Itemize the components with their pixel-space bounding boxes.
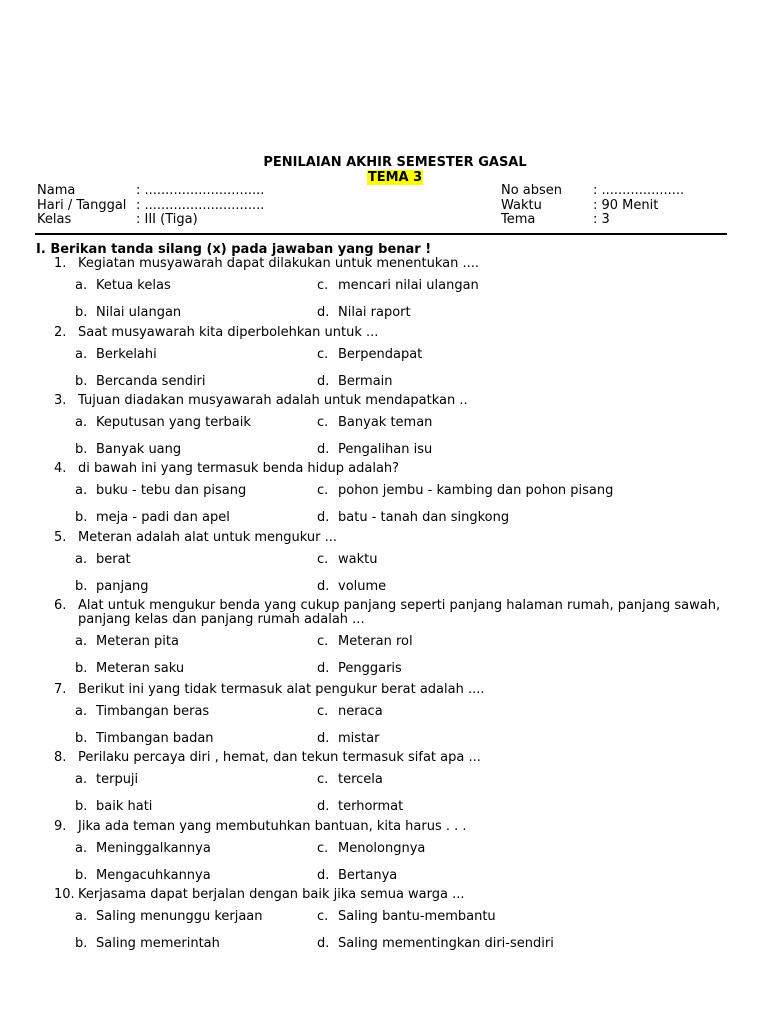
info-value: : ............................. [136, 197, 265, 213]
info-label: No absen [501, 183, 563, 198]
option-letter: d. [317, 936, 330, 951]
option-letter: d. [317, 868, 330, 883]
answer-option[interactable] [75, 799, 152, 814]
answer-option[interactable] [75, 772, 138, 787]
option-letter: b. [75, 579, 88, 594]
option-text: Berkelahi [96, 347, 157, 362]
answer-option[interactable] [75, 442, 181, 457]
question-text: Tujuan diadakan musyawarah adalah untuk mendapatkan .. [78, 393, 468, 408]
option-text: terpuji [96, 772, 139, 787]
option-letter: d. [317, 731, 330, 746]
info-label: Kelas [37, 212, 72, 227]
answer-option[interactable] [75, 704, 209, 719]
option-letter: a. [75, 483, 88, 498]
option-letter: b. [75, 661, 88, 676]
option-text: Berpendapat [338, 347, 423, 362]
info-row-date [37, 199, 264, 214]
info-row-absence-number [501, 184, 684, 199]
answer-option[interactable] [317, 374, 393, 389]
question-item [54, 751, 754, 765]
answer-option[interactable] [75, 510, 230, 525]
answer-option[interactable] [75, 909, 263, 924]
question-item [54, 257, 754, 271]
option-text: Banyak uang [96, 442, 182, 457]
option-text: volume [338, 579, 387, 594]
answer-option[interactable] [75, 868, 211, 883]
answer-option[interactable] [317, 552, 377, 567]
option-letter: a. [75, 552, 88, 567]
option-letter: b. [75, 442, 88, 457]
question-number: 8. [54, 750, 67, 765]
answer-option[interactable] [75, 841, 211, 856]
option-text: Mengacuhkannya [96, 868, 211, 883]
option-text: berat [96, 552, 131, 567]
option-text: Banyak teman [338, 415, 433, 430]
answer-option[interactable] [75, 374, 206, 389]
student-info-right [501, 184, 684, 228]
option-text: terhormat [338, 799, 404, 814]
page-title: PENILAIAN AKHIR SEMESTER GASAL [263, 155, 527, 170]
option-letter: a. [75, 772, 88, 787]
section-text: Berikan tanda silang (x) pada jawaban yang benar ! [50, 242, 432, 257]
question-item [54, 394, 754, 408]
question-text: Saat musyawarah kita diperbolehkan untuk ... [78, 325, 379, 340]
option-letter: b. [75, 731, 88, 746]
option-letter: b. [75, 868, 88, 883]
answer-option[interactable] [317, 415, 432, 430]
option-text: Meteran rol [338, 634, 413, 649]
question-number: 6. [54, 598, 67, 613]
answer-option[interactable] [75, 415, 251, 430]
answer-option[interactable] [317, 841, 425, 856]
question-number: 4. [54, 461, 67, 476]
question-item [54, 598, 754, 627]
option-text: batu - tanah dan singkong [338, 510, 510, 525]
question-item [54, 462, 754, 476]
info-label: Tema [501, 212, 536, 227]
info-row-theme [501, 213, 684, 228]
option-letter: d. [317, 374, 330, 389]
answer-option[interactable] [75, 634, 179, 649]
question-text: Berikut ini yang tidak termasuk alat pengukur berat adalah .... [78, 682, 485, 697]
question-text: Kerjasama dapat berjalan dengan baik jika semua warga ... [78, 887, 465, 902]
answer-option[interactable] [317, 731, 379, 746]
answer-option[interactable] [317, 305, 411, 320]
info-value: : ............................. [136, 183, 265, 198]
answer-option[interactable] [317, 579, 386, 594]
option-text: Timbangan beras [96, 704, 210, 719]
option-text: Nilai ulangan [96, 305, 182, 320]
option-text: Saling memerintah [96, 936, 220, 951]
info-label: Waktu [501, 197, 542, 213]
option-letter: a. [75, 347, 88, 362]
question-text: di bawah ini yang termasuk benda hidup adalah? [78, 461, 400, 476]
question-text: Kegiatan musyawarah dapat dilakukan untuk menentukan .... [78, 256, 479, 271]
option-text: mencari nilai ulangan [338, 278, 479, 293]
option-letter: a. [75, 841, 88, 856]
header-divider [35, 233, 727, 235]
option-text: Pengalihan isu [338, 442, 433, 457]
option-text: Meninggalkannya [96, 841, 211, 856]
question-text: Perilaku percaya diri , hemat, dan tekun termasuk sifat apa ... [78, 750, 481, 765]
answer-option[interactable] [317, 704, 383, 719]
option-letter: d. [317, 442, 330, 457]
option-letter: c. [317, 704, 329, 719]
info-row-time [501, 199, 684, 214]
question-item [54, 683, 754, 697]
option-letter: c. [317, 483, 329, 498]
answer-option[interactable] [75, 936, 220, 951]
option-letter: c. [317, 772, 329, 787]
answer-option[interactable] [317, 772, 383, 787]
option-text: Saling menunggu kerjaan [96, 909, 263, 924]
question-number: 1. [54, 256, 67, 271]
question-item [54, 888, 754, 902]
answer-option[interactable] [317, 634, 413, 649]
section-number: I. [36, 242, 46, 257]
option-text: Nilai raport [338, 305, 411, 320]
option-letter: c. [317, 909, 329, 924]
option-text: tercela [338, 772, 383, 787]
option-text: meja - padi dan apel [96, 510, 230, 525]
option-text: Bertanya [338, 868, 398, 883]
answer-option[interactable] [75, 347, 157, 362]
option-letter: b. [75, 510, 88, 525]
answer-option[interactable] [317, 909, 496, 924]
question-text: Alat untuk mengukur benda yang cukup panjang seperti panjang halaman rumah, panjang sawah, panjang kelas dan panjang rumah adalah ... [78, 598, 721, 627]
info-value: : 3 [593, 212, 610, 227]
section-instruction [36, 242, 431, 257]
question-text: Meteran adalah alat untuk mengukur ... [78, 530, 338, 545]
option-letter: d. [317, 510, 330, 525]
answer-option[interactable] [75, 305, 181, 320]
answer-option[interactable] [75, 278, 171, 293]
option-text: mistar [338, 731, 380, 746]
option-text: waktu [338, 552, 378, 567]
info-value: : III (Tiga) [136, 212, 198, 227]
info-row-name [37, 184, 264, 199]
option-letter: a. [75, 909, 88, 924]
answer-option[interactable] [317, 799, 403, 814]
option-text: Saling bantu-membantu [338, 909, 496, 924]
question-number: 7. [54, 682, 67, 697]
question-number: 3. [54, 393, 67, 408]
option-text: panjang [96, 579, 149, 594]
option-letter: b. [75, 799, 88, 814]
answer-option[interactable] [75, 731, 214, 746]
option-text: Keputusan yang terbaik [96, 415, 251, 430]
option-text: Meteran pita [96, 634, 179, 649]
question-number: 2. [54, 325, 67, 340]
answer-option[interactable] [317, 936, 554, 951]
question-number: 9. [54, 819, 67, 834]
option-letter: c. [317, 552, 329, 567]
question-item [54, 820, 754, 834]
answer-option[interactable] [317, 483, 613, 498]
option-text: Bermain [338, 374, 393, 389]
option-letter: b. [75, 936, 88, 951]
option-text: Saling mementingkan diri-sendiri [338, 936, 554, 951]
option-letter: b. [75, 374, 88, 389]
option-letter: c. [317, 278, 329, 293]
option-letter: d. [317, 305, 330, 320]
option-letter: c. [317, 347, 329, 362]
option-text: Meteran saku [96, 661, 185, 676]
answer-option[interactable] [75, 552, 131, 567]
option-letter: d. [317, 799, 330, 814]
option-letter: a. [75, 704, 88, 719]
info-value: : .................... [593, 183, 685, 198]
option-text: baik hati [96, 799, 153, 814]
question-number: 5. [54, 530, 67, 545]
info-label: Hari / Tanggal [37, 197, 127, 213]
answer-option[interactable] [317, 868, 397, 883]
option-letter: a. [75, 415, 88, 430]
option-text: Menolongnya [338, 841, 426, 856]
answer-option[interactable] [317, 661, 402, 676]
theme-highlight: TEMA 3 [367, 170, 423, 185]
option-letter: d. [317, 579, 330, 594]
option-letter: c. [317, 415, 329, 430]
option-text: buku - tebu dan pisang [96, 483, 247, 498]
question-item [54, 531, 754, 545]
question-text: Jika ada teman yang membutuhkan bantuan, kita harus . . . [78, 819, 467, 834]
option-text: Timbangan badan [96, 731, 214, 746]
answer-option[interactable] [317, 278, 479, 293]
option-text: neraca [338, 704, 383, 719]
option-text: Ketua kelas [96, 278, 171, 293]
option-letter: c. [317, 841, 329, 856]
student-info-left [37, 184, 264, 228]
info-value: : 90 Menit [593, 197, 659, 213]
answer-option[interactable] [75, 661, 184, 676]
answer-option[interactable] [75, 579, 149, 594]
option-letter: b. [75, 305, 88, 320]
answer-option[interactable] [317, 510, 509, 525]
info-label: Nama [37, 183, 76, 198]
option-text: pohon jembu - kambing dan pohon pisang [338, 483, 614, 498]
option-letter: c. [317, 634, 329, 649]
option-letter: d. [317, 661, 330, 676]
option-letter: a. [75, 634, 88, 649]
option-text: Bercanda sendiri [96, 374, 206, 389]
info-row-class [37, 213, 264, 228]
question-item [54, 326, 754, 340]
answer-option[interactable] [75, 483, 246, 498]
answer-option[interactable] [317, 442, 432, 457]
answer-option[interactable] [317, 347, 422, 362]
option-text: Penggaris [338, 661, 402, 676]
question-number: 10. [54, 887, 75, 902]
option-letter: a. [75, 278, 88, 293]
